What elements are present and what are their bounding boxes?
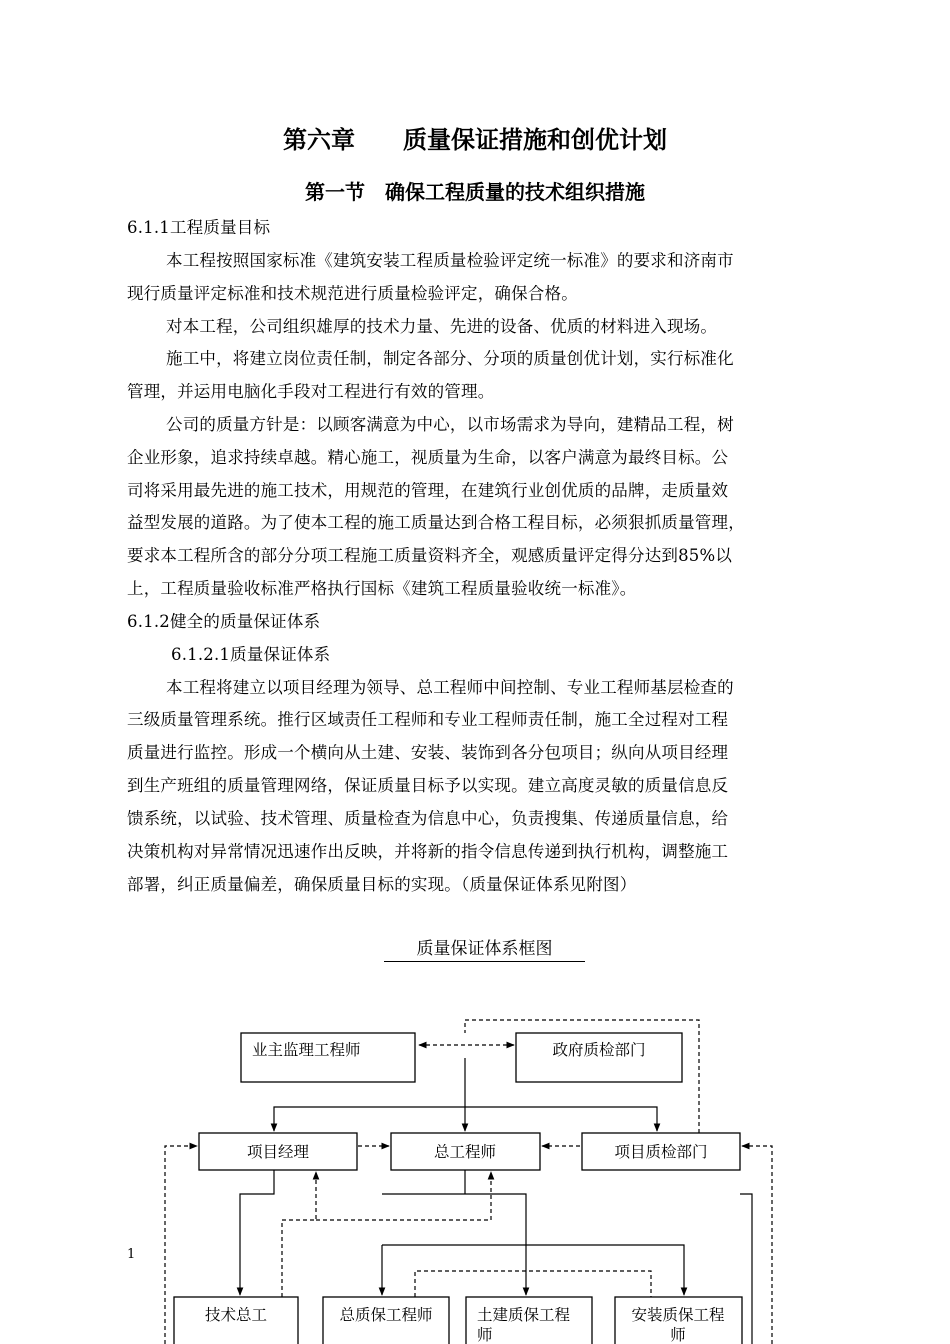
paragraph-line: 企业形象，追求持续卓越。精心施工，视质量为生命，以客户满意为最终目标。公 (127, 448, 729, 467)
chapter-title: 第六章 质量保证措施和创优计划 (283, 126, 667, 154)
edge-dashed (165, 1146, 197, 1344)
node-pm-label: 项目经理 (246, 1143, 310, 1161)
paragraph-line: 公司的质量方针是：以顾客满意为中心，以市场需求为导向，建精品工程，树 (166, 415, 734, 434)
edge-dashed (415, 1271, 651, 1297)
node-civil-label-1: 土建质保工程 (477, 1306, 571, 1324)
node-owner-label: 业主监理工程师 (252, 1041, 361, 1059)
paragraph-line: 益型发展的道路。为了使本工程的施工质量达到合格工程目标，必须狠抓质量管理， (127, 513, 745, 532)
paragraph-line: 要求本工程所含的部分分项工程施工质量资料齐全，观感质量评定得分达到85%以 (127, 546, 733, 565)
paragraph-line: 上，工程质量验收标准严格执行国标《建筑工程质量验收统一标准》。 (127, 579, 637, 598)
edge-dashed (742, 1146, 772, 1344)
paragraph-line: 决策机构对异常情况迅速作出反映，并将新的指令信息传递到执行机构，调整施工 (127, 842, 729, 861)
node-tech-label: 技术总工 (204, 1306, 268, 1324)
subheading-6-1-2: 6.1.2健全的质量保证体系 (127, 612, 321, 631)
paragraph-line: 管理，并运用电脑化手段对工程进行有效的管理。 (127, 382, 495, 401)
node-install-label-1: 安装质保工程 (631, 1306, 725, 1324)
paragraph-line: 本工程按照国家标准《建筑安装工程质量检验评定统一标准》的要求和济南市 (166, 251, 734, 270)
subheading-6-1-1: 6.1.1工程质量目标 (127, 218, 271, 237)
node-qeng-label: 总质保工程师 (339, 1306, 433, 1324)
edge-solid (465, 1107, 657, 1131)
edge-solid (240, 1170, 274, 1295)
edge-solid (274, 1107, 465, 1131)
paragraph-line: 馈系统，以试验、技术管理、质量检查为信息中心，负责搜集、传递质量信息，给 (127, 809, 729, 828)
page-number: 1 (127, 1247, 136, 1262)
node-ce-label: 总工程师 (433, 1143, 497, 1161)
node-gov-label: 政府质检部门 (552, 1041, 646, 1059)
paragraph-line: 到生产班组的质量管理网络，保证质量目标予以实现。建立高度灵敏的质量信息反 (127, 776, 729, 795)
paragraph-line: 司将采用最先进的施工技术，用规范的管理，在建筑行业创优质的品牌，走质量效 (127, 481, 729, 500)
section-title: 第一节 确保工程质量的技术组织措施 (305, 180, 645, 204)
node-qdept-label: 项目质检部门 (614, 1143, 708, 1161)
edge-dashed (282, 1172, 316, 1297)
subheading-6-1-2-1: 6.1.2.1质量保证体系 (171, 645, 331, 664)
paragraph-line: 三级质量管理系统。推行区域责任工程师和专业工程师责任制，施工全过程对工程 (127, 710, 729, 729)
node-civil-label-2: 师 (477, 1326, 493, 1344)
paragraph-line: 现行质量评定标准和技术规范进行质量检验评定，确保合格。 (127, 284, 578, 303)
diagram-caption: 质量保证体系框图 (384, 937, 585, 962)
paragraph-line: 施工中，将建立岗位责任制，制定各部分、分项的质量创优计划，实行标准化 (166, 349, 734, 368)
paragraph-line: 质量进行监控。形成一个横向从土建、安装、装饰到各分包项目；纵向从项目经理 (127, 743, 729, 762)
node-install-label-2: 师 (670, 1326, 686, 1344)
edge-dashed (465, 1020, 699, 1133)
edge-solid (382, 1245, 684, 1295)
paragraph-line: 部署，纠正质量偏差，确保质量目标的实现。（质量保证体系见附图） (127, 875, 637, 894)
paragraph-line: 对本工程，公司组织雄厚的技术力量、先进的设备、优质的材料进入现场。 (166, 317, 718, 336)
paragraph-line: 本工程将建立以项目经理为领导、总工程师中间控制、专业工程师基层检查的 (166, 678, 734, 697)
